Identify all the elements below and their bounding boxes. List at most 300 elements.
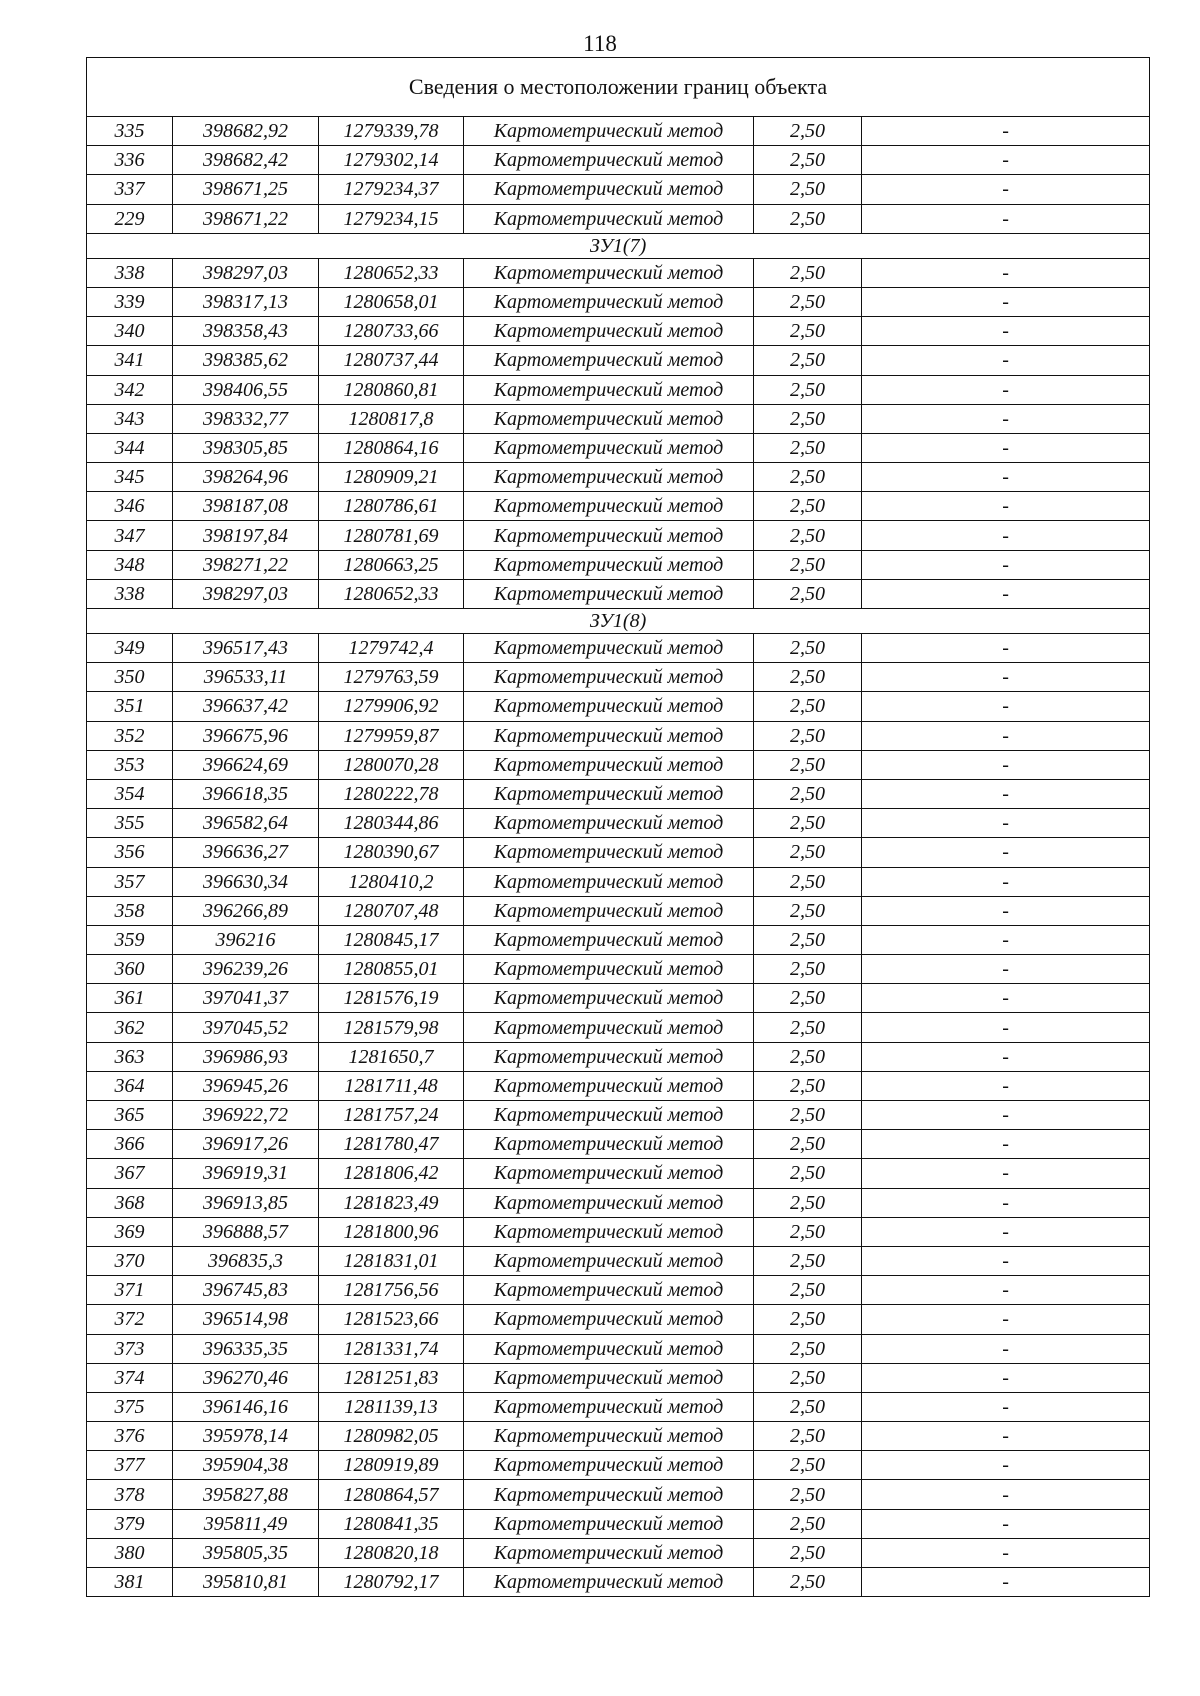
point-number-cell: 335 (87, 117, 173, 146)
x-coordinate-cell: 396917,26 (173, 1130, 319, 1159)
description-cell: - (862, 258, 1150, 287)
table-row (87, 433, 1150, 462)
y-coordinate-cell: 1279302,14 (319, 146, 464, 175)
description-cell: - (862, 317, 1150, 346)
method-cell: Картометрический метод (464, 317, 754, 346)
point-number-cell: 373 (87, 1334, 173, 1363)
x-coordinate-cell: 398671,22 (173, 204, 319, 233)
accuracy-cell: 2,50 (754, 463, 862, 492)
accuracy-cell: 2,50 (754, 1130, 862, 1159)
table-row (87, 750, 1150, 779)
table-row (87, 1334, 1150, 1363)
method-cell: Картометрический метод (464, 1568, 754, 1597)
table-row (87, 1042, 1150, 1071)
x-coordinate-cell: 398197,84 (173, 521, 319, 550)
description-cell: - (862, 663, 1150, 692)
table-row (87, 317, 1150, 346)
description-cell: - (862, 1451, 1150, 1480)
table-title-row (87, 58, 1150, 117)
table-row (87, 809, 1150, 838)
method-cell: Картометрический метод (464, 258, 754, 287)
table-row (87, 550, 1150, 579)
table-row (87, 117, 1150, 146)
y-coordinate-cell: 1281331,74 (319, 1334, 464, 1363)
x-coordinate-cell: 397041,37 (173, 984, 319, 1013)
method-cell: Картометрический метод (464, 175, 754, 204)
y-coordinate-cell: 1281523,66 (319, 1305, 464, 1334)
point-number-cell: 338 (87, 258, 173, 287)
table-row (87, 1480, 1150, 1509)
y-coordinate-cell: 1280663,25 (319, 550, 464, 579)
accuracy-cell: 2,50 (754, 692, 862, 721)
point-number-cell: 378 (87, 1480, 173, 1509)
x-coordinate-cell: 396919,31 (173, 1159, 319, 1188)
x-coordinate-cell: 398671,25 (173, 175, 319, 204)
description-cell: - (862, 1480, 1150, 1509)
point-number-cell: 369 (87, 1217, 173, 1246)
x-coordinate-cell: 396266,89 (173, 896, 319, 925)
table-row (87, 146, 1150, 175)
y-coordinate-cell: 1281650,7 (319, 1042, 464, 1071)
description-cell: - (862, 204, 1150, 233)
description-cell: - (862, 117, 1150, 146)
point-number-cell: 366 (87, 1130, 173, 1159)
method-cell: Картометрический метод (464, 1101, 754, 1130)
description-cell: - (862, 1363, 1150, 1392)
y-coordinate-cell: 1279234,37 (319, 175, 464, 204)
table-row (87, 1392, 1150, 1421)
accuracy-cell: 2,50 (754, 809, 862, 838)
y-coordinate-cell: 1281757,24 (319, 1101, 464, 1130)
table-row (87, 1071, 1150, 1100)
point-number-cell: 353 (87, 750, 173, 779)
accuracy-cell: 2,50 (754, 984, 862, 1013)
accuracy-cell: 2,50 (754, 117, 862, 146)
description-cell: - (862, 463, 1150, 492)
point-number-cell: 365 (87, 1101, 173, 1130)
method-cell: Картометрический метод (464, 867, 754, 896)
description-cell: - (862, 346, 1150, 375)
y-coordinate-cell: 1280864,16 (319, 433, 464, 462)
x-coordinate-cell: 398682,92 (173, 117, 319, 146)
method-cell: Картометрический метод (464, 1451, 754, 1480)
accuracy-cell: 2,50 (754, 1013, 862, 1042)
x-coordinate-cell: 396239,26 (173, 955, 319, 984)
table-row (87, 175, 1150, 204)
method-cell: Картометрический метод (464, 433, 754, 462)
description-cell: - (862, 1159, 1150, 1188)
section-label: ЗУ1(7) (87, 233, 1150, 258)
table-row (87, 1568, 1150, 1597)
section-row (87, 609, 1150, 634)
method-cell: Картометрический метод (464, 955, 754, 984)
x-coordinate-cell: 396270,46 (173, 1363, 319, 1392)
table-row (87, 1188, 1150, 1217)
description-cell: - (862, 634, 1150, 663)
accuracy-cell: 2,50 (754, 1392, 862, 1421)
accuracy-cell: 2,50 (754, 1509, 862, 1538)
y-coordinate-cell: 1279339,78 (319, 117, 464, 146)
table-row (87, 925, 1150, 954)
method-cell: Картометрический метод (464, 1188, 754, 1217)
point-number-cell: 360 (87, 955, 173, 984)
x-coordinate-cell: 395811,49 (173, 1509, 319, 1538)
accuracy-cell: 2,50 (754, 1334, 862, 1363)
point-number-cell: 343 (87, 404, 173, 433)
x-coordinate-cell: 396630,34 (173, 867, 319, 896)
accuracy-cell: 2,50 (754, 175, 862, 204)
point-number-cell: 339 (87, 287, 173, 316)
accuracy-cell: 2,50 (754, 1480, 862, 1509)
description-cell: - (862, 1568, 1150, 1597)
method-cell: Картометрический метод (464, 1042, 754, 1071)
table-row (87, 1217, 1150, 1246)
x-coordinate-cell: 398385,62 (173, 346, 319, 375)
accuracy-cell: 2,50 (754, 404, 862, 433)
y-coordinate-cell: 1280919,89 (319, 1451, 464, 1480)
point-number-cell: 352 (87, 721, 173, 750)
x-coordinate-cell: 395805,35 (173, 1538, 319, 1567)
point-number-cell: 354 (87, 779, 173, 808)
x-coordinate-cell: 398271,22 (173, 550, 319, 579)
accuracy-cell: 2,50 (754, 1042, 862, 1071)
table-row (87, 867, 1150, 896)
point-number-cell: 337 (87, 175, 173, 204)
method-cell: Картометрический метод (464, 204, 754, 233)
y-coordinate-cell: 1281806,42 (319, 1159, 464, 1188)
y-coordinate-cell: 1280737,44 (319, 346, 464, 375)
description-cell: - (862, 925, 1150, 954)
x-coordinate-cell: 396335,35 (173, 1334, 319, 1363)
accuracy-cell: 2,50 (754, 925, 862, 954)
method-cell: Картометрический метод (464, 896, 754, 925)
accuracy-cell: 2,50 (754, 721, 862, 750)
table-row (87, 838, 1150, 867)
x-coordinate-cell: 396986,93 (173, 1042, 319, 1071)
table-row (87, 375, 1150, 404)
description-cell: - (862, 809, 1150, 838)
description-cell: - (862, 896, 1150, 925)
x-coordinate-cell: 396922,72 (173, 1101, 319, 1130)
description-cell: - (862, 1101, 1150, 1130)
point-number-cell: 345 (87, 463, 173, 492)
point-number-cell: 376 (87, 1422, 173, 1451)
x-coordinate-cell: 398305,85 (173, 433, 319, 462)
x-coordinate-cell: 398406,55 (173, 375, 319, 404)
accuracy-cell: 2,50 (754, 317, 862, 346)
method-cell: Картометрический метод (464, 809, 754, 838)
description-cell: - (862, 404, 1150, 433)
description-cell: - (862, 1509, 1150, 1538)
y-coordinate-cell: 1279906,92 (319, 692, 464, 721)
y-coordinate-cell: 1280817,8 (319, 404, 464, 433)
method-cell: Картометрический метод (464, 146, 754, 175)
y-coordinate-cell: 1281579,98 (319, 1013, 464, 1042)
method-cell: Картометрический метод (464, 1013, 754, 1042)
point-number-cell: 374 (87, 1363, 173, 1392)
accuracy-cell: 2,50 (754, 634, 862, 663)
y-coordinate-cell: 1280909,21 (319, 463, 464, 492)
y-coordinate-cell: 1280855,01 (319, 955, 464, 984)
method-cell: Картометрический метод (464, 721, 754, 750)
description-cell: - (862, 1334, 1150, 1363)
method-cell: Картометрический метод (464, 1509, 754, 1538)
point-number-cell: 340 (87, 317, 173, 346)
accuracy-cell: 2,50 (754, 433, 862, 462)
y-coordinate-cell: 1280781,69 (319, 521, 464, 550)
accuracy-cell: 2,50 (754, 579, 862, 608)
accuracy-cell: 2,50 (754, 204, 862, 233)
accuracy-cell: 2,50 (754, 1363, 862, 1392)
method-cell: Картометрический метод (464, 550, 754, 579)
y-coordinate-cell: 1281831,01 (319, 1246, 464, 1275)
y-coordinate-cell: 1280982,05 (319, 1422, 464, 1451)
description-cell: - (862, 1246, 1150, 1275)
x-coordinate-cell: 396216 (173, 925, 319, 954)
table-row (87, 1538, 1150, 1567)
y-coordinate-cell: 1279234,15 (319, 204, 464, 233)
description-cell: - (862, 1392, 1150, 1421)
description-cell: - (862, 146, 1150, 175)
point-number-cell: 368 (87, 1188, 173, 1217)
method-cell: Картометрический метод (464, 521, 754, 550)
point-number-cell: 356 (87, 838, 173, 867)
method-cell: Картометрический метод (464, 492, 754, 521)
method-cell: Картометрический метод (464, 925, 754, 954)
point-number-cell: 379 (87, 1509, 173, 1538)
table-row (87, 779, 1150, 808)
point-number-cell: 367 (87, 1159, 173, 1188)
table-row (87, 579, 1150, 608)
description-cell: - (862, 1042, 1150, 1071)
point-number-cell: 357 (87, 867, 173, 896)
description-cell: - (862, 175, 1150, 204)
y-coordinate-cell: 1281756,56 (319, 1276, 464, 1305)
x-coordinate-cell: 397045,52 (173, 1013, 319, 1042)
accuracy-cell: 2,50 (754, 1568, 862, 1597)
y-coordinate-cell: 1280733,66 (319, 317, 464, 346)
x-coordinate-cell: 398297,03 (173, 258, 319, 287)
boundary-coordinates-table (86, 57, 1150, 1597)
method-cell: Картометрический метод (464, 463, 754, 492)
description-cell: - (862, 1217, 1150, 1246)
y-coordinate-cell: 1280652,33 (319, 579, 464, 608)
accuracy-cell: 2,50 (754, 1101, 862, 1130)
table-row (87, 346, 1150, 375)
y-coordinate-cell: 1281139,13 (319, 1392, 464, 1421)
x-coordinate-cell: 396582,64 (173, 809, 319, 838)
table-row (87, 492, 1150, 521)
y-coordinate-cell: 1280860,81 (319, 375, 464, 404)
description-cell: - (862, 779, 1150, 808)
point-number-cell: 355 (87, 809, 173, 838)
accuracy-cell: 2,50 (754, 1246, 862, 1275)
accuracy-cell: 2,50 (754, 258, 862, 287)
y-coordinate-cell: 1280841,35 (319, 1509, 464, 1538)
method-cell: Картометрический метод (464, 1422, 754, 1451)
accuracy-cell: 2,50 (754, 1276, 862, 1305)
x-coordinate-cell: 398332,77 (173, 404, 319, 433)
table-row (87, 1363, 1150, 1392)
point-number-cell: 361 (87, 984, 173, 1013)
x-coordinate-cell: 396624,69 (173, 750, 319, 779)
description-cell: - (862, 433, 1150, 462)
table-row (87, 1130, 1150, 1159)
description-cell: - (862, 579, 1150, 608)
method-cell: Картометрический метод (464, 1071, 754, 1100)
table-row (87, 984, 1150, 1013)
point-number-cell: 362 (87, 1013, 173, 1042)
x-coordinate-cell: 396745,83 (173, 1276, 319, 1305)
method-cell: Картометрический метод (464, 287, 754, 316)
method-cell: Картометрический метод (464, 1363, 754, 1392)
method-cell: Картометрический метод (464, 375, 754, 404)
table-row (87, 1451, 1150, 1480)
point-number-cell: 381 (87, 1568, 173, 1597)
description-cell: - (862, 492, 1150, 521)
description-cell: - (862, 375, 1150, 404)
x-coordinate-cell: 395827,88 (173, 1480, 319, 1509)
point-number-cell: 350 (87, 663, 173, 692)
y-coordinate-cell: 1279742,4 (319, 634, 464, 663)
method-cell: Картометрический метод (464, 346, 754, 375)
y-coordinate-cell: 1279959,87 (319, 721, 464, 750)
table-row (87, 692, 1150, 721)
accuracy-cell: 2,50 (754, 550, 862, 579)
point-number-cell: 370 (87, 1246, 173, 1275)
point-number-cell: 351 (87, 692, 173, 721)
y-coordinate-cell: 1281780,47 (319, 1130, 464, 1159)
x-coordinate-cell: 396888,57 (173, 1217, 319, 1246)
table-row (87, 204, 1150, 233)
description-cell: - (862, 1071, 1150, 1100)
accuracy-cell: 2,50 (754, 375, 862, 404)
description-cell: - (862, 1538, 1150, 1567)
table-row (87, 1159, 1150, 1188)
point-number-cell: 359 (87, 925, 173, 954)
y-coordinate-cell: 1280820,18 (319, 1538, 464, 1567)
table-row (87, 258, 1150, 287)
point-number-cell: 349 (87, 634, 173, 663)
method-cell: Картометрический метод (464, 663, 754, 692)
accuracy-cell: 2,50 (754, 1451, 862, 1480)
point-number-cell: 344 (87, 433, 173, 462)
y-coordinate-cell: 1280786,61 (319, 492, 464, 521)
y-coordinate-cell: 1281711,48 (319, 1071, 464, 1100)
x-coordinate-cell: 396913,85 (173, 1188, 319, 1217)
y-coordinate-cell: 1280344,86 (319, 809, 464, 838)
x-coordinate-cell: 396636,27 (173, 838, 319, 867)
table-row (87, 1013, 1150, 1042)
point-number-cell: 342 (87, 375, 173, 404)
y-coordinate-cell: 1280410,2 (319, 867, 464, 896)
point-number-cell: 341 (87, 346, 173, 375)
y-coordinate-cell: 1280390,67 (319, 838, 464, 867)
table-row (87, 1246, 1150, 1275)
y-coordinate-cell: 1280658,01 (319, 287, 464, 316)
x-coordinate-cell: 396618,35 (173, 779, 319, 808)
method-cell: Картометрический метод (464, 779, 754, 808)
x-coordinate-cell: 395810,81 (173, 1568, 319, 1597)
method-cell: Картометрический метод (464, 1538, 754, 1567)
table-row (87, 1509, 1150, 1538)
table-body (87, 58, 1150, 1597)
description-cell: - (862, 550, 1150, 579)
accuracy-cell: 2,50 (754, 663, 862, 692)
x-coordinate-cell: 396514,98 (173, 1305, 319, 1334)
method-cell: Картометрический метод (464, 579, 754, 608)
x-coordinate-cell: 398264,96 (173, 463, 319, 492)
accuracy-cell: 2,50 (754, 896, 862, 925)
table-row (87, 521, 1150, 550)
table-row (87, 1422, 1150, 1451)
method-cell: Картометрический метод (464, 1276, 754, 1305)
x-coordinate-cell: 396945,26 (173, 1071, 319, 1100)
table-row (87, 463, 1150, 492)
method-cell: Картометрический метод (464, 1130, 754, 1159)
x-coordinate-cell: 396675,96 (173, 721, 319, 750)
point-number-cell: 336 (87, 146, 173, 175)
point-number-cell: 375 (87, 1392, 173, 1421)
description-cell: - (862, 1130, 1150, 1159)
description-cell: - (862, 1013, 1150, 1042)
description-cell: - (862, 838, 1150, 867)
y-coordinate-cell: 1280845,17 (319, 925, 464, 954)
y-coordinate-cell: 1280652,33 (319, 258, 464, 287)
table-row (87, 896, 1150, 925)
accuracy-cell: 2,50 (754, 521, 862, 550)
point-number-cell: 371 (87, 1276, 173, 1305)
table-row (87, 1276, 1150, 1305)
point-number-cell: 372 (87, 1305, 173, 1334)
accuracy-cell: 2,50 (754, 1188, 862, 1217)
method-cell: Картометрический метод (464, 1305, 754, 1334)
method-cell: Картометрический метод (464, 1334, 754, 1363)
section-label: ЗУ1(8) (87, 609, 1150, 634)
method-cell: Картометрический метод (464, 750, 754, 779)
x-coordinate-cell: 395904,38 (173, 1451, 319, 1480)
method-cell: Картометрический метод (464, 1246, 754, 1275)
x-coordinate-cell: 398682,42 (173, 146, 319, 175)
accuracy-cell: 2,50 (754, 1305, 862, 1334)
x-coordinate-cell: 396637,42 (173, 692, 319, 721)
accuracy-cell: 2,50 (754, 146, 862, 175)
description-cell: - (862, 955, 1150, 984)
point-number-cell: 338 (87, 579, 173, 608)
accuracy-cell: 2,50 (754, 838, 862, 867)
accuracy-cell: 2,50 (754, 1217, 862, 1246)
table-row (87, 634, 1150, 663)
x-coordinate-cell: 395978,14 (173, 1422, 319, 1451)
section-row (87, 233, 1150, 258)
x-coordinate-cell: 398187,08 (173, 492, 319, 521)
method-cell: Картометрический метод (464, 117, 754, 146)
description-cell: - (862, 287, 1150, 316)
table-row (87, 1305, 1150, 1334)
description-cell: - (862, 1422, 1150, 1451)
table-row (87, 404, 1150, 433)
accuracy-cell: 2,50 (754, 955, 862, 984)
x-coordinate-cell: 396146,16 (173, 1392, 319, 1421)
point-number-cell: 380 (87, 1538, 173, 1567)
y-coordinate-cell: 1281251,83 (319, 1363, 464, 1392)
table-row (87, 721, 1150, 750)
method-cell: Картометрический метод (464, 692, 754, 721)
x-coordinate-cell: 396835,3 (173, 1246, 319, 1275)
table-title: Сведения о местоположении границ объекта (87, 58, 1150, 117)
description-cell: - (862, 867, 1150, 896)
accuracy-cell: 2,50 (754, 287, 862, 316)
